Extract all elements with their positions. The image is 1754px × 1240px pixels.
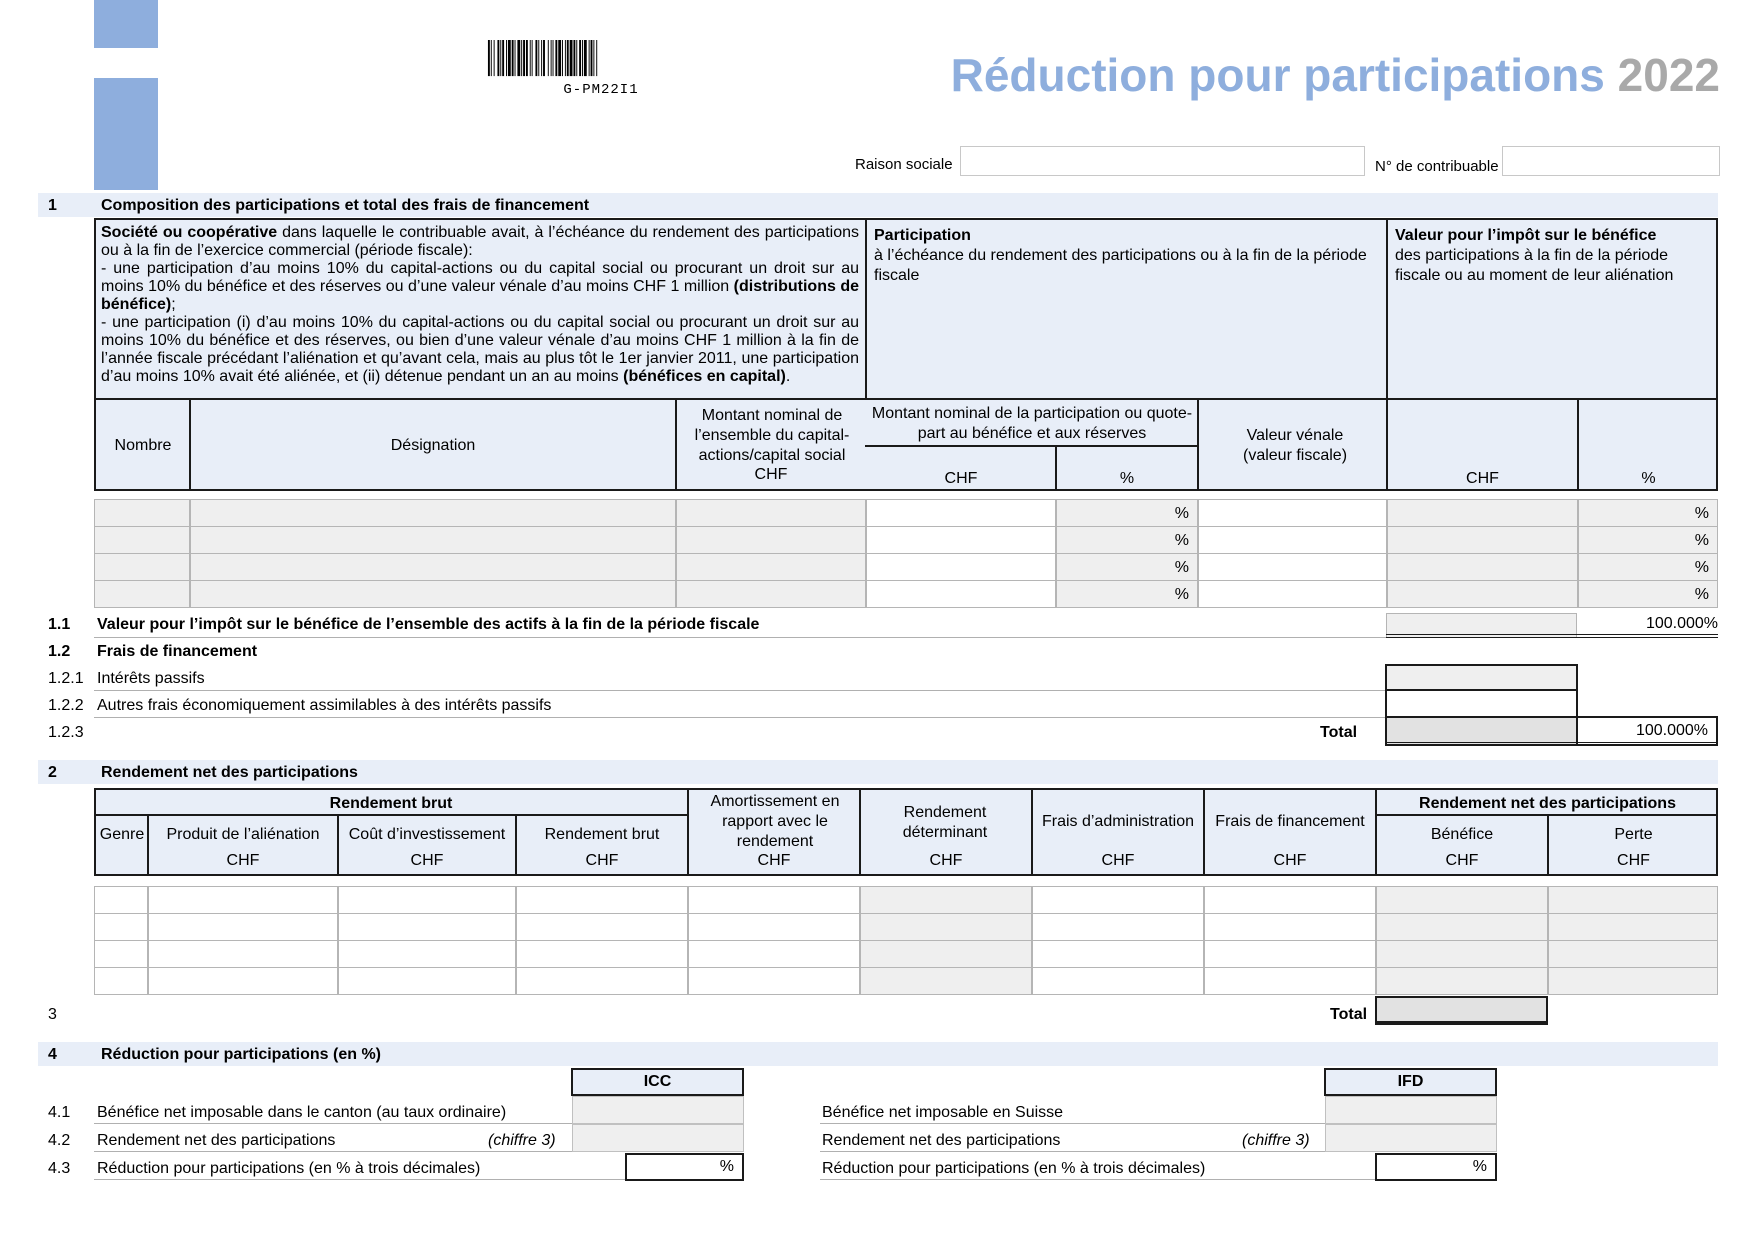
line-1-2-label: Frais de financement bbox=[97, 643, 258, 660]
right-4-2-label: Rendement net des participations bbox=[822, 1132, 1061, 1149]
valeur-desc: des participations à la fin de la période fiscale ou au moment de leur aliénation bbox=[1395, 247, 1674, 284]
s2-row3-cell4[interactable] bbox=[516, 940, 688, 968]
s1-row3-cell2[interactable] bbox=[190, 553, 676, 581]
line-4-2-ref: (chiffre 3) bbox=[488, 1132, 556, 1149]
s2-row4-cell1[interactable] bbox=[94, 967, 148, 995]
bullet2: - une participation (i) d’au moins 10% du capital-actions ou du capital social ou procurant un droit sur au moins 10% du bénéfice et des réserves, ou bien d’une valeur vénale d’au moins CHF 1 million à la fin de l’année fiscale précédant l’aliénation et qu’avant cela, mais au plus tôt le 1er janvier 2011, une participation d’au moins 10% avait été aliénée, et (ii) détenue pendant un an au moins (bénéfices en capital). bbox=[101, 314, 859, 385]
right-4-3-ifd-input[interactable]: % bbox=[1375, 1153, 1497, 1181]
s2-row3-cell9[interactable] bbox=[1376, 940, 1548, 968]
col-produit: Produit de l’aliénation bbox=[166, 826, 320, 843]
s2-row1-cell1[interactable] bbox=[94, 886, 148, 914]
raison-sociale-label: Raison sociale bbox=[855, 156, 953, 173]
line-4-2-label: Rendement net des participations bbox=[97, 1132, 336, 1149]
s2-row1-cell4[interactable] bbox=[516, 886, 688, 914]
s2-chf-unit7: CHF bbox=[1273, 852, 1307, 869]
valeur-title: Valeur pour l’impôt sur le bénéfice bbox=[1395, 227, 1657, 244]
s2-chf-unit2: CHF bbox=[410, 852, 444, 869]
line-4-3-num: 4.3 bbox=[48, 1160, 71, 1177]
participation-desc: à l’échéance du rendement des participations ou à la fin de la période fiscale bbox=[874, 247, 1367, 284]
col-nombre: Nombre bbox=[114, 437, 172, 454]
line-1-2-num: 1.2 bbox=[48, 643, 71, 660]
ifd-header: IFD bbox=[1324, 1068, 1497, 1096]
s2-row3-cell1[interactable] bbox=[94, 940, 148, 968]
contribuable-field[interactable] bbox=[1502, 146, 1720, 176]
col-cout: Coût d’investissement bbox=[348, 826, 506, 843]
line-1-2-3-total-pct: 100.000% bbox=[1576, 716, 1718, 746]
line-4-1-icc-input[interactable] bbox=[572, 1096, 744, 1124]
col-frais-admin: Frais d’administration bbox=[1041, 813, 1195, 830]
col-participation-part: Montant nominal de la participation ou quote-part au bénéfice et aux réserves bbox=[871, 405, 1193, 442]
s2-row1-cell3[interactable] bbox=[338, 886, 516, 914]
grp-rendement-net: Rendement net des participations bbox=[1419, 795, 1676, 812]
col-frais-fin: Frais de financement bbox=[1215, 813, 1365, 830]
s1-row4-cell8[interactable]: % bbox=[1578, 580, 1718, 608]
col-benefice: Bénéfice bbox=[1430, 826, 1494, 843]
col-rendement-determinant: Rendement déterminant bbox=[902, 804, 988, 841]
s1-row2-cell5[interactable]: % bbox=[1056, 526, 1198, 554]
s2-chf-unit1: CHF bbox=[226, 852, 260, 869]
s2-row4-cell9[interactable] bbox=[1376, 967, 1548, 995]
section1-intro bbox=[101, 224, 859, 386]
right-4-1-label: Bénéfice net imposable en Suisse bbox=[822, 1104, 1064, 1121]
col-valeur-venale: Valeur vénale (valeur fiscale) bbox=[1242, 427, 1348, 464]
s2-row4-cell5[interactable] bbox=[688, 967, 860, 995]
line-4-3-icc-input[interactable]: % bbox=[625, 1153, 744, 1181]
line-4-3-label: Réduction pour participations (en % à trois décimales) bbox=[97, 1160, 481, 1177]
s1-row3-cell8[interactable]: % bbox=[1578, 553, 1718, 581]
s2-chf-unit4: CHF bbox=[757, 852, 791, 869]
s1-row4-cell7[interactable] bbox=[1387, 580, 1578, 608]
col-pct: % bbox=[1119, 470, 1135, 487]
s1-row3-cell4[interactable] bbox=[866, 553, 1056, 581]
line-1-2-3-num: 1.2.3 bbox=[48, 724, 84, 741]
corner-block-top bbox=[94, 0, 158, 48]
s1-row1-cell8[interactable]: % bbox=[1578, 499, 1718, 527]
s2-row1-cell5[interactable] bbox=[688, 886, 860, 914]
s2-row1-cell6[interactable] bbox=[860, 886, 1032, 914]
s1-row1-cell4[interactable] bbox=[866, 499, 1056, 527]
s2-row4-cell6[interactable] bbox=[860, 967, 1032, 995]
s2-row4-cell4[interactable] bbox=[516, 967, 688, 995]
s1-row2-cell4[interactable] bbox=[866, 526, 1056, 554]
line-1-1-num: 1.1 bbox=[48, 616, 71, 633]
s2-chf-unit3: CHF bbox=[585, 852, 619, 869]
s2-row2-cell6[interactable] bbox=[860, 913, 1032, 941]
line-1-1-pct: 100.000% bbox=[1577, 611, 1726, 637]
s2-row2-cell2[interactable] bbox=[148, 913, 338, 941]
section1-title: Composition des participations et total des frais de financement bbox=[101, 197, 590, 214]
corner-block-bottom bbox=[94, 78, 158, 190]
line-1-1-label: Valeur pour l’impôt sur le bénéfice de l’ensemble des actifs à la fin de la période fiscale bbox=[97, 616, 760, 633]
s1-row3-cell5[interactable]: % bbox=[1056, 553, 1198, 581]
contribuable-label: N° de contribuable bbox=[1375, 158, 1499, 175]
s2-row2-cell1[interactable] bbox=[94, 913, 148, 941]
s2-row3-cell10[interactable] bbox=[1548, 940, 1718, 968]
s1-row4-cell3[interactable] bbox=[676, 580, 866, 608]
s1-row2-cell2[interactable] bbox=[190, 526, 676, 554]
line-1-2-2-input[interactable] bbox=[1385, 689, 1578, 718]
line-1-2-1-label: Intérêts passifs bbox=[97, 670, 205, 687]
barcode bbox=[482, 40, 720, 78]
valeur-header bbox=[1395, 226, 1711, 286]
s2-row1-cell8[interactable] bbox=[1204, 886, 1376, 914]
s2-row4-cell3[interactable] bbox=[338, 967, 516, 995]
s1-row1-cell1[interactable] bbox=[94, 499, 190, 527]
s2-chf-unit9: CHF bbox=[1617, 852, 1650, 869]
s2-row2-cell8[interactable] bbox=[1204, 913, 1376, 941]
col-genre: Genre bbox=[99, 826, 145, 843]
line-4-1-num: 4.1 bbox=[48, 1104, 71, 1121]
bullet1: - une participation d’au moins 10% du capital-actions ou du capital social ou procurant un droit sur au moins 10% du bénéfice et des réserves ou d’une valeur vénale d’au moins CHF 1 million (distributions de bénéfice); bbox=[101, 260, 860, 313]
participation-title: Participation bbox=[874, 227, 971, 244]
s2-chf-unit8: CHF bbox=[1445, 852, 1479, 869]
s1-row2-cell1[interactable] bbox=[94, 526, 190, 554]
intro-rest: dans laquelle le contribuable avait, à l’échéance du rendement des participations ou à la fin de l’exercice commercial (période fiscale): bbox=[101, 224, 860, 259]
s2-row1-cell9[interactable] bbox=[1376, 886, 1548, 914]
s2-row2-cell3[interactable] bbox=[338, 913, 516, 941]
col-designation: Désignation bbox=[390, 437, 476, 454]
s2-row2-cell9[interactable] bbox=[1376, 913, 1548, 941]
section4-title: Réduction pour participations (en %) bbox=[101, 1046, 382, 1063]
participation-header bbox=[874, 226, 1374, 286]
line-1-2-3-total-label: Total bbox=[1320, 724, 1358, 741]
col-amortissement: Amortissement en rapport avec le rendement bbox=[710, 793, 840, 850]
page-title bbox=[951, 48, 1720, 102]
col-montant-nominal-unit: CHF bbox=[754, 466, 788, 483]
s2-row3-cell6[interactable] bbox=[860, 940, 1032, 968]
section3-total-input[interactable] bbox=[1375, 996, 1548, 1024]
col-valeur-pct: % bbox=[1641, 470, 1656, 487]
right-4-2-ifd-input[interactable] bbox=[1325, 1124, 1497, 1152]
line-1-2-2-label: Autres frais économiquement assimilables à des intérêts passifs bbox=[97, 697, 552, 714]
s2-row2-cell5[interactable] bbox=[688, 913, 860, 941]
s2-chf-unit6: CHF bbox=[1101, 852, 1135, 869]
s2-row1-cell7[interactable] bbox=[1032, 886, 1204, 914]
section2-num: 2 bbox=[48, 764, 57, 781]
title-year: 2022 bbox=[1617, 49, 1720, 101]
section3-total-label: Total bbox=[1330, 1006, 1368, 1023]
s2-row4-cell10[interactable] bbox=[1548, 967, 1718, 995]
right-4-3-label: Réduction pour participations (en % à trois décimales) bbox=[822, 1160, 1206, 1177]
section2-title: Rendement net des participations bbox=[101, 764, 358, 781]
s2-row3-cell2[interactable] bbox=[148, 940, 338, 968]
s1-row4-cell2[interactable] bbox=[190, 580, 676, 608]
s2-row4-cell7[interactable] bbox=[1032, 967, 1204, 995]
section3-num: 3 bbox=[48, 1006, 57, 1023]
s2-row2-cell10[interactable] bbox=[1548, 913, 1718, 941]
s1-row2-cell3[interactable] bbox=[676, 526, 866, 554]
s1-row2-cell8[interactable]: % bbox=[1578, 526, 1718, 554]
barcode-code: G-PM22I1 bbox=[563, 82, 639, 98]
s2-row2-cell7[interactable] bbox=[1032, 913, 1204, 941]
section1-num: 1 bbox=[48, 197, 57, 214]
right-4-1-ifd-input[interactable] bbox=[1325, 1096, 1497, 1124]
line-1-2-1-num: 1.2.1 bbox=[48, 670, 84, 687]
s2-chf-unit5: CHF bbox=[929, 852, 963, 869]
intro-bold: Société ou coopérative bbox=[101, 224, 278, 241]
s2-row2-cell4[interactable] bbox=[516, 913, 688, 941]
line-4-2-icc-input[interactable] bbox=[572, 1124, 744, 1152]
section4-num: 4 bbox=[48, 1046, 57, 1063]
s1-row1-cell3[interactable] bbox=[676, 499, 866, 527]
s2-row3-cell8[interactable] bbox=[1204, 940, 1376, 968]
raison-sociale-field[interactable] bbox=[960, 146, 1365, 176]
s2-row3-cell7[interactable] bbox=[1032, 940, 1204, 968]
line-1-2-2-num: 1.2.2 bbox=[48, 697, 84, 714]
title-text: Réduction pour participations bbox=[950, 49, 1605, 101]
s1-row1-cell6[interactable] bbox=[1198, 499, 1387, 527]
s2-row4-cell8[interactable] bbox=[1204, 967, 1376, 995]
icc-header: ICC bbox=[571, 1068, 744, 1096]
s1-row3-cell1[interactable] bbox=[94, 553, 190, 581]
right-4-2-ref: (chiffre 3) bbox=[1242, 1132, 1310, 1149]
s1-row4-cell1[interactable] bbox=[94, 580, 190, 608]
col-montant-nominal: Montant nominal de l’ensemble du capital-actions/capital social bbox=[694, 407, 850, 464]
s2-row3-cell3[interactable] bbox=[338, 940, 516, 968]
grp-rendement-brut: Rendement brut bbox=[329, 795, 453, 812]
s2-row3-cell5[interactable] bbox=[688, 940, 860, 968]
s1-row4-cell4[interactable] bbox=[866, 580, 1056, 608]
s2-row1-cell2[interactable] bbox=[148, 886, 338, 914]
line-1-2-1-input[interactable] bbox=[1385, 664, 1578, 691]
s1-row4-cell5[interactable]: % bbox=[1056, 580, 1198, 608]
s1-row1-cell5[interactable]: % bbox=[1056, 499, 1198, 527]
col-perte: Perte bbox=[1614, 826, 1653, 843]
s1-row3-cell7[interactable] bbox=[1387, 553, 1578, 581]
s1-row3-cell3[interactable] bbox=[676, 553, 866, 581]
s1-row2-cell6[interactable] bbox=[1198, 526, 1387, 554]
col-chf: CHF bbox=[944, 470, 978, 487]
s1-row3-cell6[interactable] bbox=[1198, 553, 1387, 581]
s2-row1-cell10[interactable] bbox=[1548, 886, 1718, 914]
s1-row2-cell7[interactable] bbox=[1387, 526, 1578, 554]
col-valeur-chf: CHF bbox=[1466, 470, 1499, 487]
line-4-1-label: Bénéfice net imposable dans le canton (au taux ordinaire) bbox=[97, 1104, 507, 1121]
col-rendement-brut: Rendement brut bbox=[544, 826, 660, 843]
s1-row1-cell2[interactable] bbox=[190, 499, 676, 527]
s2-row4-cell2[interactable] bbox=[148, 967, 338, 995]
s1-row1-cell7[interactable] bbox=[1387, 499, 1578, 527]
line-4-2-num: 4.2 bbox=[48, 1132, 71, 1149]
s1-row4-cell6[interactable] bbox=[1198, 580, 1387, 608]
